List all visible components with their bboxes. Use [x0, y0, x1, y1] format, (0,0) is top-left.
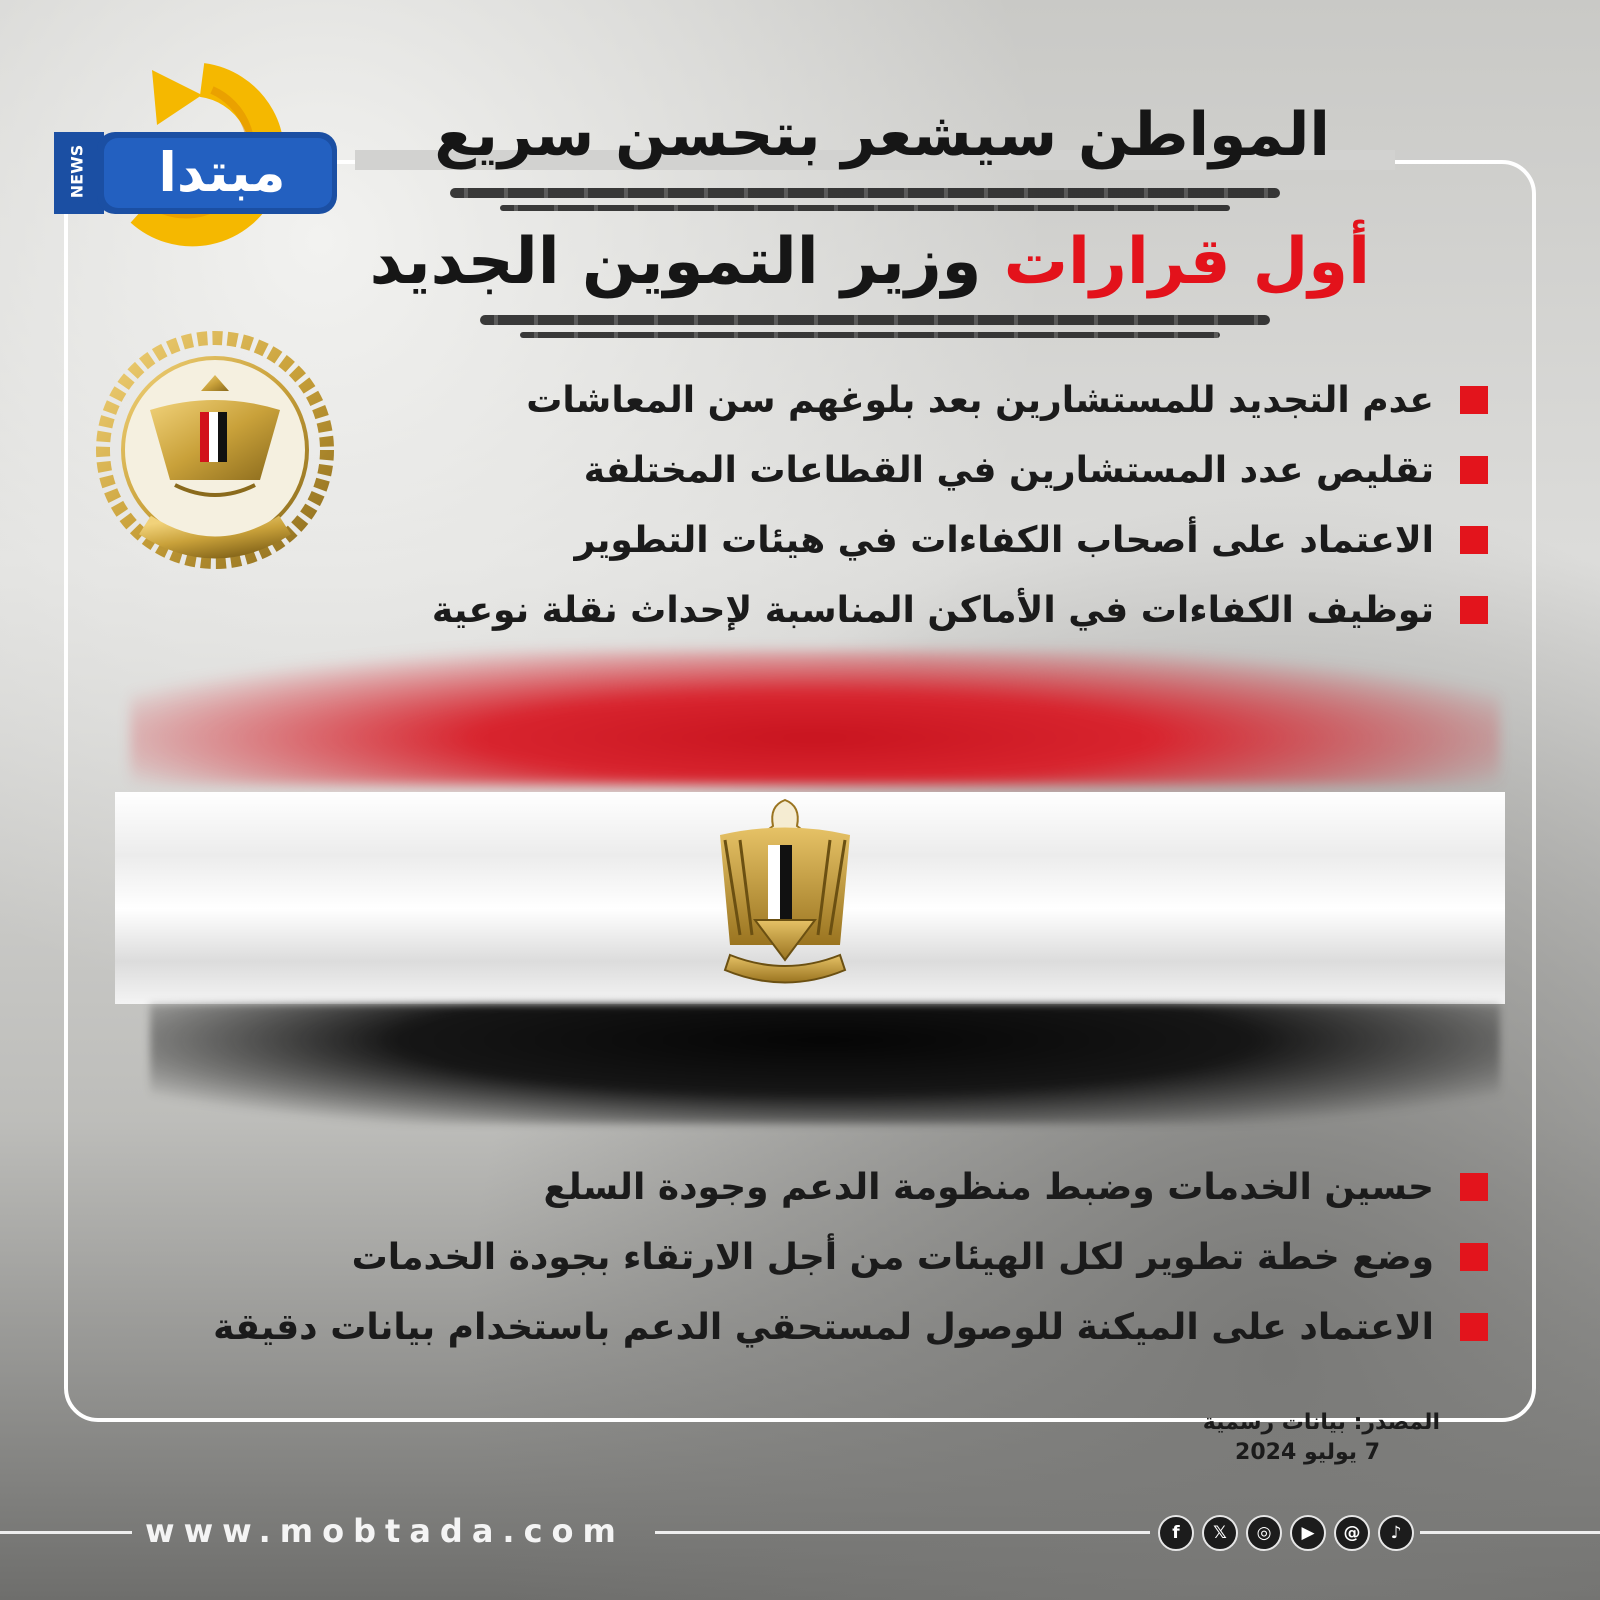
list-item: عدم التجديد للمستشارين بعد بلوغهم سن المعاشات: [128, 365, 1488, 435]
bullet-square-icon: [1460, 1313, 1488, 1341]
bullet-square-icon: [1460, 386, 1488, 414]
headline-line1: المواطن سيشعر بتحسن سريع: [434, 100, 1330, 170]
brush-divider-1: [450, 188, 1280, 198]
logo-news-label: NEWS: [67, 144, 87, 199]
headline-line2: [270, 225, 1370, 299]
brush-divider-2b: [520, 332, 1220, 338]
brush-divider-1b: [500, 205, 1230, 211]
social-icons: [1158, 1515, 1414, 1551]
bullet-list-bottom: [128, 1152, 1488, 1362]
footer-rule-left: [0, 1531, 132, 1534]
headline-red-part: أول قرارات: [1003, 225, 1370, 299]
source-date: 7 يوليو 2024: [1235, 1440, 1380, 1465]
headline-black-part: وزير التموين الجديد: [369, 225, 982, 299]
eagle-of-saladin-icon: [710, 795, 860, 995]
brush-divider-2: [480, 315, 1270, 325]
footer-rule-right: [1420, 1531, 1600, 1534]
bullet-square-icon: [1460, 1173, 1488, 1201]
instagram-icon[interactable]: ◎: [1246, 1515, 1282, 1551]
bullet-square-icon: [1460, 1243, 1488, 1271]
list-item: توظيف الكفاءات في الأماكن المناسبة لإحداث نقلة نوعية: [128, 575, 1488, 645]
logo-brand-name: مبتدا: [158, 141, 286, 204]
tiktok-icon[interactable]: ♪: [1378, 1515, 1414, 1551]
bullet-list-top: [128, 365, 1488, 645]
source-label: المصدر: بيانات رسمية: [1202, 1410, 1440, 1435]
list-item: تقليص عدد المستشارين في القطاعات المختلفة: [128, 435, 1488, 505]
youtube-icon[interactable]: ▶: [1290, 1515, 1326, 1551]
footer-rule-mid: [655, 1531, 1150, 1534]
flag-red-stripe: [130, 650, 1500, 785]
facebook-icon[interactable]: f: [1158, 1515, 1194, 1551]
bullet-square-icon: [1460, 526, 1488, 554]
website-link[interactable]: www.mobtada.com: [145, 1512, 625, 1550]
list-item: حسين الخدمات وضبط منظومة الدعم وجودة السلع: [128, 1152, 1488, 1222]
bullet-square-icon: [1460, 456, 1488, 484]
x-icon[interactable]: 𝕏: [1202, 1515, 1238, 1551]
list-item: الاعتماد على أصحاب الكفاءات في هيئات التطوير: [128, 505, 1488, 575]
source-note: [1140, 1408, 1440, 1468]
bullet-square-icon: [1460, 596, 1488, 624]
list-item: الاعتماد على الميكنة للوصول لمستحقي الدعم باستخدام بيانات دقيقة: [128, 1292, 1488, 1362]
flag-black-stripe: [150, 1004, 1500, 1124]
list-item: وضع خطة تطوير لكل الهيئات من أجل الارتقاء بجودة الخدمات: [128, 1222, 1488, 1292]
threads-icon[interactable]: @: [1334, 1515, 1370, 1551]
